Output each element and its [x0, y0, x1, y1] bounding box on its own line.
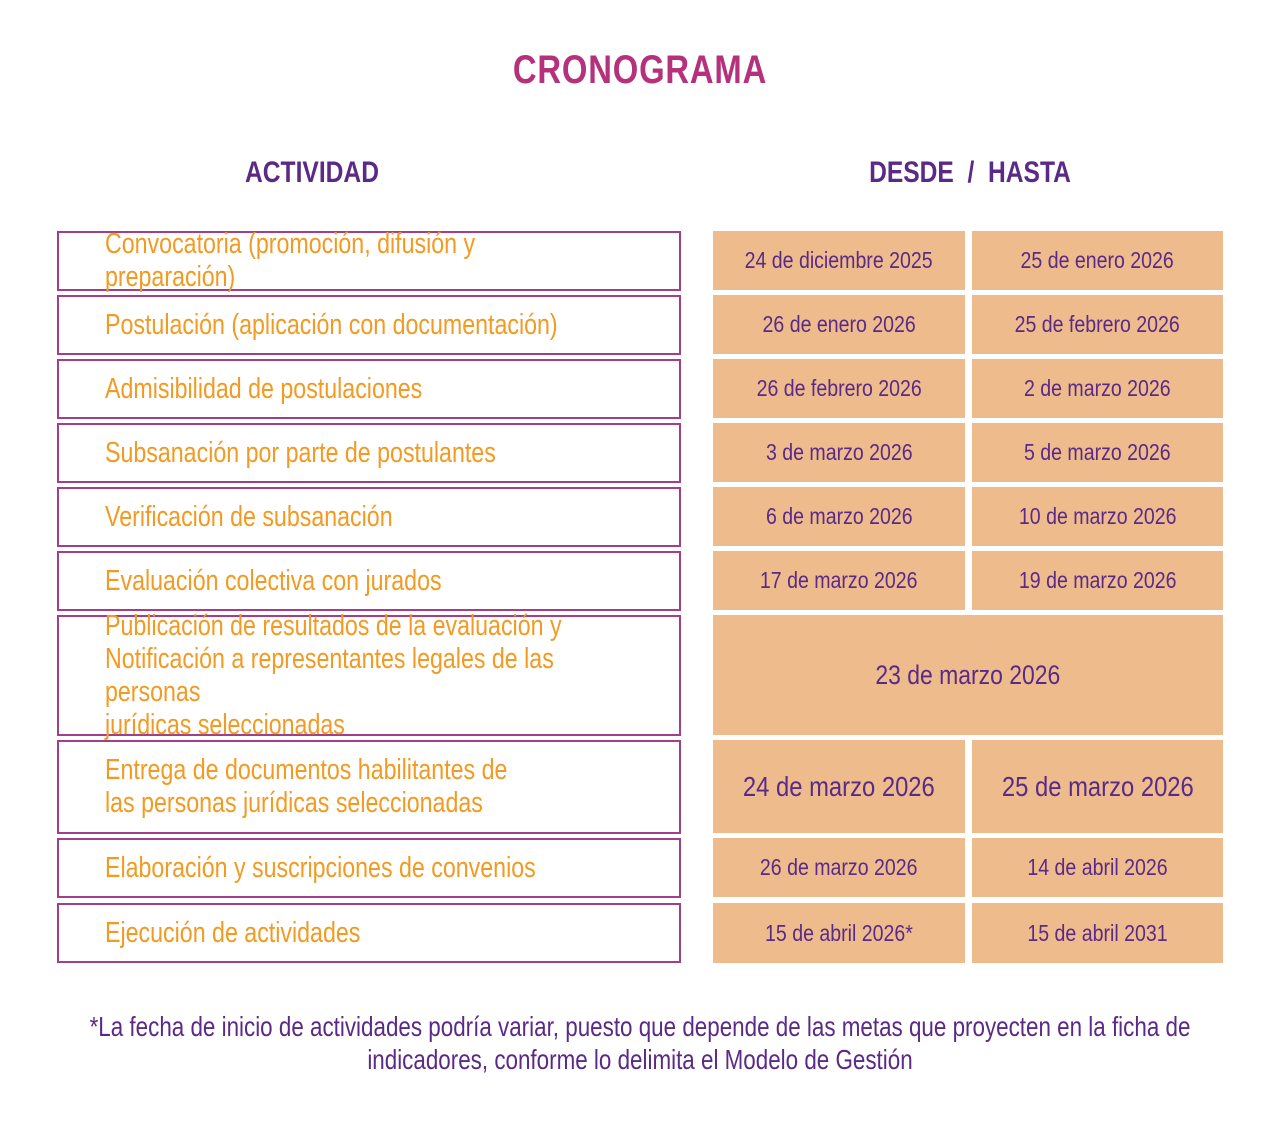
- activity-label: Evaluación colectiva con jurados: [105, 564, 442, 597]
- activity-row: [57, 228, 681, 293]
- activity-row: [57, 423, 681, 483]
- date-to: 19 de marzo 2026: [972, 551, 1223, 610]
- date-from: 17 de marzo 2026: [713, 551, 965, 610]
- activity-row: [57, 551, 681, 611]
- date-from: 26 de enero 2026: [713, 295, 965, 354]
- footnote: *La fecha de inicio de actividades podría variar, puesto que depende de las metas que proyecten en la ficha de indicadores, conforme lo delimita el Modelo de Gestión: [89, 1011, 1191, 1075]
- date-from: 24 de diciembre 2025: [713, 231, 965, 290]
- date-to: 25 de febrero 2026: [972, 295, 1223, 354]
- activity-column-header: ACTIVIDAD: [245, 156, 379, 189]
- date-from: 26 de marzo 2026: [713, 838, 965, 897]
- date-to: 5 de marzo 2026: [972, 423, 1223, 482]
- activity-label: Publicación de resultados de la evaluación y Notificación a representantes legales de las personas jurídicas seleccionadas: [105, 609, 562, 741]
- activity-label: Ejecución de actividades: [105, 916, 361, 949]
- activity-row: [57, 609, 681, 741]
- activity-label: Entrega de documentos habilitantes de las personas jurídicas seleccionadas: [105, 754, 508, 819]
- activity-row: [57, 838, 681, 898]
- date-to: 2 de marzo 2026: [972, 359, 1223, 418]
- activity-label: Verificación de subsanación: [105, 500, 393, 533]
- date-to: 25 de marzo 2026: [972, 740, 1223, 833]
- date-from: 3 de marzo 2026: [713, 423, 965, 482]
- activity-label: Admisibilidad de postulaciones: [105, 372, 423, 405]
- activity-row: [57, 903, 681, 963]
- activity-label: Elaboración y suscripciones de convenios: [105, 851, 536, 884]
- activity-label: Postulación (aplicación con documentación): [105, 308, 558, 341]
- activity-row: [57, 359, 681, 419]
- date-to: 15 de abril 2031: [972, 903, 1223, 963]
- activity-row: [57, 295, 681, 355]
- page-title: CRONOGRAMA: [512, 48, 768, 92]
- dates-column-header: DESDE / HASTA: [869, 156, 1071, 189]
- activity-label: Subsanación por parte de postulantes: [105, 436, 496, 469]
- date-from: 26 de febrero 2026: [713, 359, 965, 418]
- date-from: 6 de marzo 2026: [713, 487, 965, 546]
- activity-row: [57, 740, 681, 834]
- date-from: 15 de abril 2026*: [713, 903, 965, 963]
- date-to: 25 de enero 2026: [972, 231, 1223, 290]
- date-from: 24 de marzo 2026: [713, 740, 965, 833]
- activity-row: [57, 487, 681, 547]
- date-single: 23 de marzo 2026: [713, 615, 1223, 735]
- date-to: 10 de marzo 2026: [972, 487, 1223, 546]
- date-to: 14 de abril 2026: [972, 838, 1223, 897]
- activity-label: Convocatoria (promoción, difusión y preparación): [105, 228, 476, 293]
